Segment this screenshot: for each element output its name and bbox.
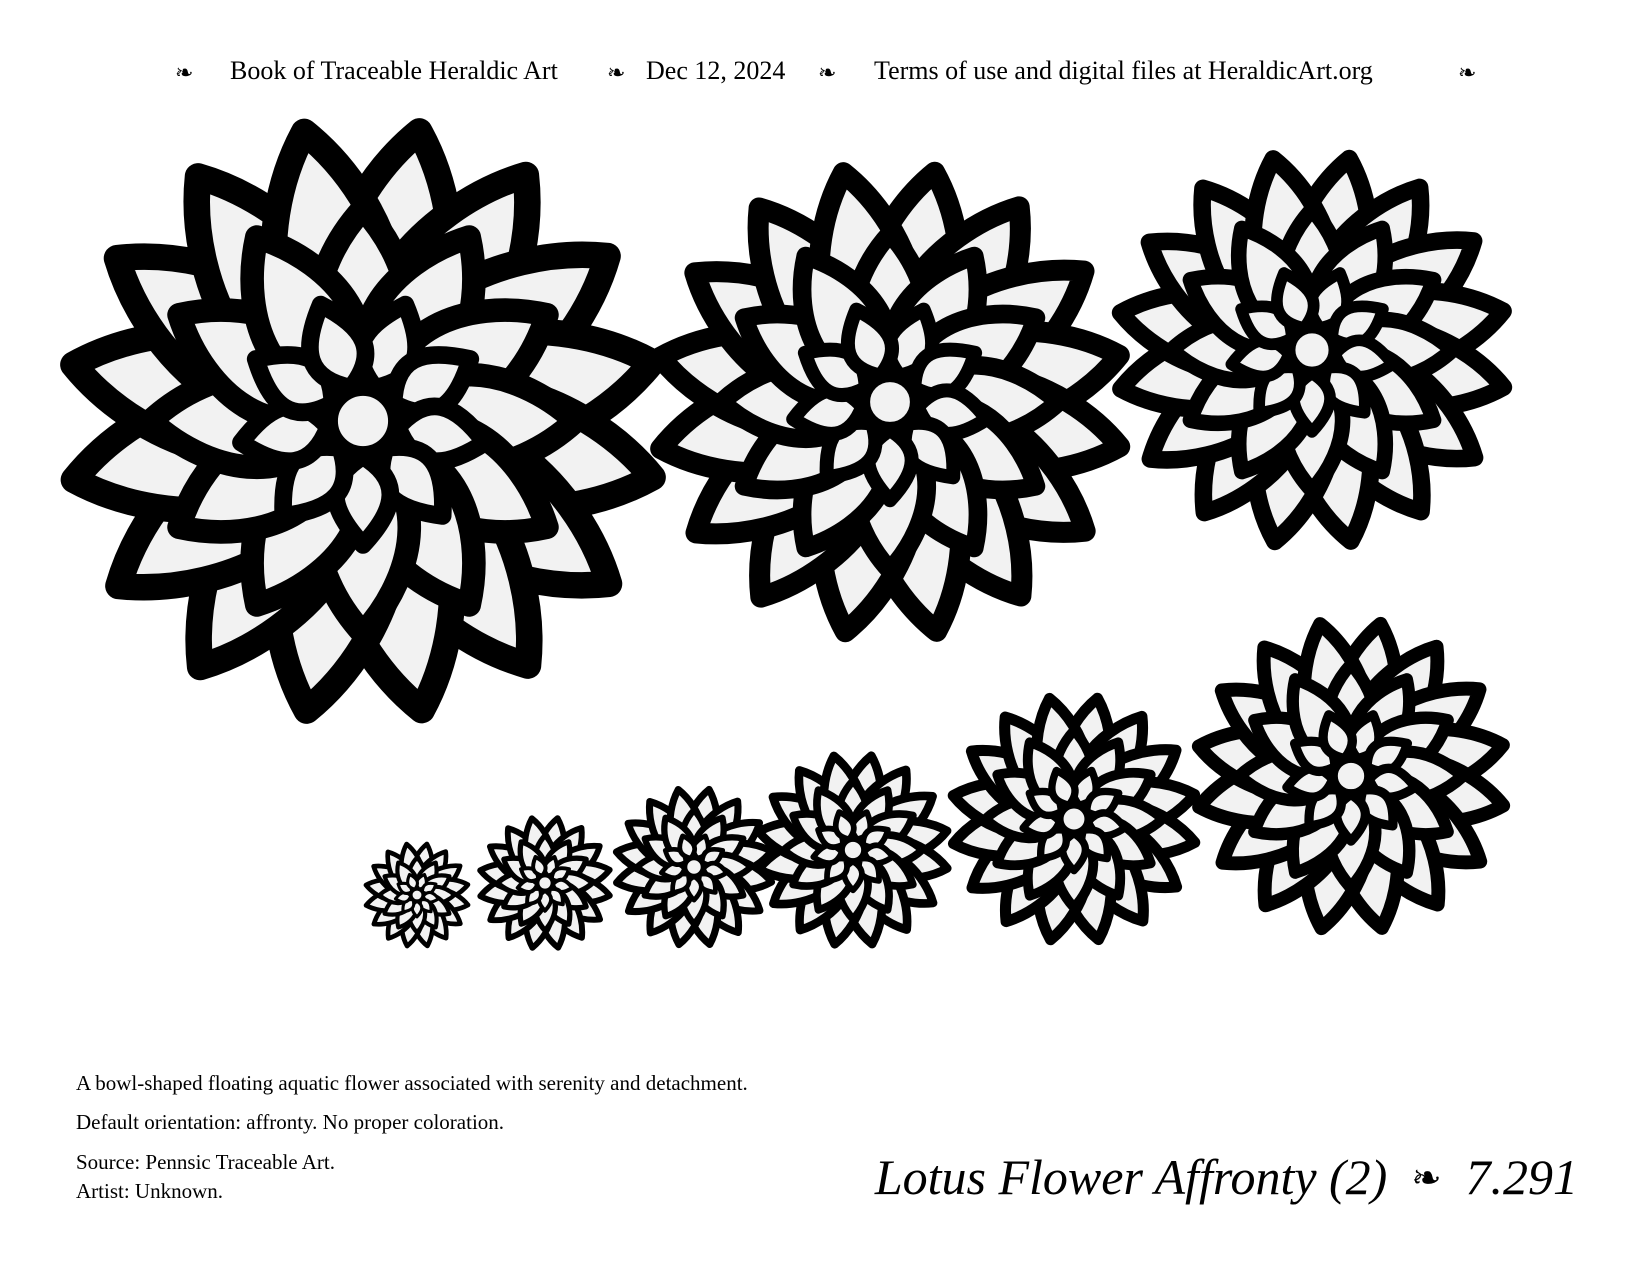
header-date: Dec 12, 2024 <box>646 56 786 85</box>
lotus-flower-5 <box>949 694 1200 945</box>
lotus-flower-7 <box>613 786 774 947</box>
terms-text: Terms of use and digital files at HeraldicArt.org <box>874 56 1373 85</box>
plate-number: 7.291 <box>1465 1149 1578 1205</box>
lotus-flower-3 <box>1113 151 1511 549</box>
lotus-flower-1 <box>62 120 664 722</box>
lotus-flower-2 <box>651 163 1128 640</box>
book-title: Book of Traceable Heraldic Art <box>230 56 558 85</box>
ornament-icon: ❧ <box>1458 60 1477 85</box>
ornament-icon: ❧ <box>818 60 837 85</box>
lotus-flower-9 <box>364 842 470 948</box>
ornament-icon: ❧ <box>1411 1158 1442 1198</box>
source-line: Source: Pennsic Traceable Art. <box>76 1150 335 1174</box>
plate-name: Lotus Flower Affronty (2) <box>874 1149 1388 1205</box>
lotus-flower-8 <box>478 816 613 951</box>
lotus-flower-4 <box>1193 618 1509 934</box>
ornament-icon: ❧ <box>607 60 626 85</box>
description-line: A bowl-shaped floating aquatic flower associated with serenity and detachment. <box>76 1071 748 1095</box>
orientation-line: Default orientation: affronty. No proper coloration. <box>76 1110 505 1134</box>
ornament-icon: ❧ <box>175 60 194 85</box>
lotus-flower-6 <box>755 752 951 948</box>
artist-line: Artist: Unknown. <box>76 1179 223 1203</box>
plate-title <box>875 1148 1578 1206</box>
